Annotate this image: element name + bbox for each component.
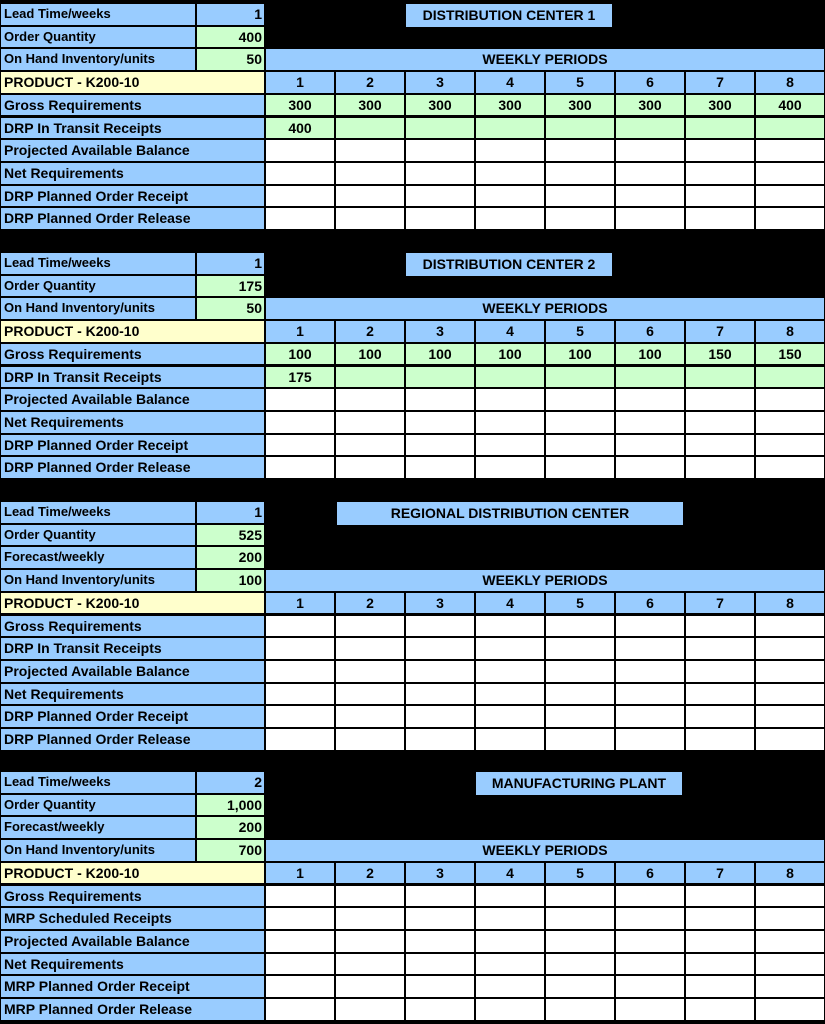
grid-cell[interactable] — [685, 728, 755, 751]
period-number: 4 — [475, 862, 545, 885]
param-value[interactable]: 200 — [196, 816, 265, 839]
grid-cell[interactable] — [335, 975, 405, 998]
grid-cell[interactable] — [685, 434, 755, 457]
grid-cell[interactable] — [405, 728, 475, 751]
period-number: 6 — [615, 592, 685, 615]
grid-cell[interactable] — [755, 366, 825, 389]
grid-cell[interactable] — [545, 975, 615, 998]
product-label: PRODUCT - K200-10 — [0, 320, 265, 343]
period-number: 8 — [755, 592, 825, 615]
grid-cell[interactable] — [405, 660, 475, 683]
grid-cell[interactable] — [615, 388, 685, 411]
grid-cell[interactable] — [335, 930, 405, 953]
grid-cell[interactable] — [265, 456, 335, 479]
row-label: Gross Requirements — [0, 94, 265, 117]
param-value[interactable]: 1 — [196, 252, 265, 275]
row-label: Gross Requirements — [0, 885, 265, 908]
grid-cell[interactable] — [545, 885, 615, 908]
grid-cell[interactable] — [405, 683, 475, 706]
grid-cell[interactable] — [265, 930, 335, 953]
row-label: MRP Planned Order Release — [0, 998, 265, 1021]
row-label: DRP In Transit Receipts — [0, 366, 265, 389]
grid-cell[interactable]: 400 — [265, 117, 335, 140]
grid-cell[interactable] — [615, 207, 685, 230]
grid-cell[interactable]: 400 — [755, 94, 825, 117]
period-number: 6 — [615, 862, 685, 885]
grid-cell[interactable]: 150 — [685, 343, 755, 366]
grid-cell[interactable] — [265, 728, 335, 751]
grid-cell[interactable]: 100 — [335, 343, 405, 366]
grid-cell[interactable]: 100 — [475, 343, 545, 366]
grid-cell[interactable] — [755, 615, 825, 638]
row-label: DRP In Transit Receipts — [0, 117, 265, 140]
grid-cell[interactable] — [265, 411, 335, 434]
grid-cell[interactable] — [265, 660, 335, 683]
section-title: DISTRIBUTION CENTER 1 — [405, 3, 613, 28]
period-number: 1 — [265, 320, 335, 343]
param-label: Order Quantity — [0, 524, 196, 547]
grid-cell[interactable] — [755, 117, 825, 140]
period-number: 4 — [475, 592, 545, 615]
product-label: PRODUCT - K200-10 — [0, 71, 265, 94]
grid-cell[interactable] — [615, 185, 685, 208]
grid-cell[interactable] — [685, 683, 755, 706]
grid-cell[interactable] — [615, 975, 685, 998]
row-label: MRP Planned Order Receipt — [0, 975, 265, 998]
grid-cell[interactable] — [405, 411, 475, 434]
grid-cell[interactable] — [335, 456, 405, 479]
grid-cell[interactable] — [475, 953, 545, 976]
period-number: 5 — [545, 320, 615, 343]
grid-cell[interactable] — [475, 975, 545, 998]
period-number: 7 — [685, 862, 755, 885]
grid-cell[interactable] — [545, 411, 615, 434]
grid-cell[interactable] — [475, 139, 545, 162]
grid-cell[interactable] — [265, 207, 335, 230]
grid-cell[interactable] — [615, 117, 685, 140]
grid-cell[interactable]: 300 — [615, 94, 685, 117]
grid-cell[interactable] — [685, 975, 755, 998]
period-number: 3 — [405, 862, 475, 885]
grid-cell[interactable] — [405, 907, 475, 930]
param-value[interactable]: 400 — [196, 26, 265, 49]
grid-cell[interactable] — [615, 434, 685, 457]
param-value[interactable]: 1 — [196, 501, 265, 524]
grid-cell[interactable] — [545, 139, 615, 162]
grid-cell[interactable]: 150 — [755, 343, 825, 366]
param-value[interactable]: 200 — [196, 546, 265, 569]
grid-cell[interactable] — [265, 615, 335, 638]
param-label: Lead Time/weeks — [0, 501, 196, 524]
grid-cell[interactable]: 300 — [475, 94, 545, 117]
product-label: PRODUCT - K200-10 — [0, 592, 265, 615]
grid-cell[interactable] — [545, 907, 615, 930]
param-value[interactable]: 175 — [196, 275, 265, 298]
grid-cell[interactable] — [405, 885, 475, 908]
grid-cell[interactable] — [405, 975, 475, 998]
row-label: Projected Available Balance — [0, 388, 265, 411]
grid-cell[interactable] — [755, 162, 825, 185]
grid-cell[interactable] — [335, 207, 405, 230]
grid-cell[interactable] — [685, 705, 755, 728]
grid-cell[interactable] — [685, 907, 755, 930]
row-label: DRP Planned Order Release — [0, 456, 265, 479]
param-label: Forecast/weekly — [0, 816, 196, 839]
grid-cell[interactable] — [265, 907, 335, 930]
grid-cell[interactable]: 300 — [335, 94, 405, 117]
weekly-periods-header: WEEKLY PERIODS — [265, 297, 825, 320]
grid-cell[interactable] — [685, 998, 755, 1021]
period-number: 3 — [405, 592, 475, 615]
grid-cell[interactable] — [405, 953, 475, 976]
grid-cell[interactable] — [335, 139, 405, 162]
period-number: 6 — [615, 320, 685, 343]
period-number: 2 — [335, 320, 405, 343]
grid-cell[interactable] — [685, 930, 755, 953]
param-label: Order Quantity — [0, 275, 196, 298]
grid-cell[interactable] — [615, 615, 685, 638]
row-label: Gross Requirements — [0, 615, 265, 638]
row-label: DRP In Transit Receipts — [0, 637, 265, 660]
row-label: Projected Available Balance — [0, 660, 265, 683]
grid-cell[interactable] — [405, 366, 475, 389]
grid-cell[interactable] — [545, 953, 615, 976]
period-number: 5 — [545, 592, 615, 615]
grid-cell[interactable] — [615, 885, 685, 908]
grid-cell[interactable] — [615, 411, 685, 434]
grid-cell[interactable] — [335, 705, 405, 728]
grid-cell[interactable] — [265, 388, 335, 411]
grid-cell[interactable] — [405, 434, 475, 457]
grid-cell[interactable] — [685, 139, 755, 162]
grid-cell[interactable] — [545, 660, 615, 683]
grid-cell[interactable] — [475, 615, 545, 638]
period-number: 5 — [545, 862, 615, 885]
grid-cell[interactable] — [475, 388, 545, 411]
row-label: Net Requirements — [0, 683, 265, 706]
grid-cell[interactable] — [405, 705, 475, 728]
grid-cell[interactable] — [755, 907, 825, 930]
grid-cell[interactable] — [755, 705, 825, 728]
grid-cell[interactable] — [685, 207, 755, 230]
row-label: DRP Planned Order Release — [0, 728, 265, 751]
grid-cell[interactable] — [475, 705, 545, 728]
period-number: 7 — [685, 592, 755, 615]
grid-cell[interactable] — [615, 637, 685, 660]
grid-cell[interactable] — [405, 117, 475, 140]
row-label: MRP Scheduled Receipts — [0, 907, 265, 930]
param-value[interactable]: 50 — [196, 297, 265, 320]
grid-cell[interactable] — [475, 998, 545, 1021]
grid-cell[interactable] — [615, 953, 685, 976]
row-label: Net Requirements — [0, 411, 265, 434]
grid-cell[interactable] — [475, 637, 545, 660]
grid-cell[interactable] — [685, 117, 755, 140]
weekly-periods-header: WEEKLY PERIODS — [265, 839, 825, 862]
grid-cell[interactable] — [335, 998, 405, 1021]
grid-cell[interactable] — [335, 366, 405, 389]
period-number: 6 — [615, 71, 685, 94]
grid-cell[interactable] — [615, 162, 685, 185]
grid-cell[interactable] — [475, 456, 545, 479]
param-label: Forecast/weekly — [0, 546, 196, 569]
period-number: 8 — [755, 862, 825, 885]
row-label: Projected Available Balance — [0, 930, 265, 953]
grid-cell[interactable]: 300 — [545, 94, 615, 117]
grid-cell[interactable] — [265, 953, 335, 976]
grid-cell[interactable]: 100 — [265, 343, 335, 366]
grid-cell[interactable] — [755, 139, 825, 162]
param-label: Lead Time/weeks — [0, 252, 196, 275]
grid-cell[interactable] — [405, 637, 475, 660]
grid-cell[interactable] — [265, 434, 335, 457]
grid-cell[interactable] — [545, 207, 615, 230]
grid-cell[interactable] — [615, 366, 685, 389]
grid-cell[interactable] — [755, 388, 825, 411]
period-number: 2 — [335, 592, 405, 615]
grid-cell[interactable] — [755, 885, 825, 908]
grid-cell[interactable] — [405, 615, 475, 638]
param-value[interactable]: 525 — [196, 524, 265, 547]
period-number: 4 — [475, 320, 545, 343]
grid-cell[interactable] — [685, 162, 755, 185]
grid-cell[interactable] — [615, 705, 685, 728]
row-label: DRP Planned Order Release — [0, 207, 265, 230]
grid-cell[interactable] — [615, 728, 685, 751]
grid-cell[interactable]: 175 — [265, 366, 335, 389]
param-value[interactable]: 50 — [196, 48, 265, 71]
grid-cell[interactable] — [265, 975, 335, 998]
section-title: DISTRIBUTION CENTER 2 — [405, 252, 613, 277]
param-label: Order Quantity — [0, 794, 196, 817]
param-label: On Hand Inventory/units — [0, 297, 196, 320]
period-number: 1 — [265, 71, 335, 94]
period-number: 5 — [545, 71, 615, 94]
grid-cell[interactable] — [335, 615, 405, 638]
period-number: 8 — [755, 71, 825, 94]
grid-cell[interactable] — [405, 998, 475, 1021]
grid-cell[interactable] — [475, 366, 545, 389]
grid-cell[interactable] — [405, 456, 475, 479]
grid-cell[interactable] — [545, 185, 615, 208]
grid-cell[interactable] — [335, 637, 405, 660]
grid-cell[interactable]: 100 — [615, 343, 685, 366]
grid-cell[interactable] — [405, 162, 475, 185]
section-title: REGIONAL DISTRIBUTION CENTER — [336, 501, 684, 526]
grid-cell[interactable] — [335, 728, 405, 751]
grid-cell[interactable]: 100 — [405, 343, 475, 366]
grid-cell[interactable] — [335, 885, 405, 908]
param-value[interactable]: 1 — [196, 3, 265, 26]
period-number: 3 — [405, 320, 475, 343]
grid-cell[interactable] — [685, 388, 755, 411]
grid-cell[interactable] — [405, 139, 475, 162]
grid-cell[interactable] — [545, 456, 615, 479]
grid-cell[interactable] — [685, 615, 755, 638]
weekly-periods-header: WEEKLY PERIODS — [265, 48, 825, 71]
period-number: 1 — [265, 862, 335, 885]
param-label: Lead Time/weeks — [0, 3, 196, 26]
grid-cell[interactable] — [475, 683, 545, 706]
grid-cell[interactable] — [685, 366, 755, 389]
param-value[interactable]: 700 — [196, 839, 265, 862]
grid-cell[interactable] — [615, 456, 685, 479]
grid-cell[interactable] — [335, 907, 405, 930]
grid-cell[interactable] — [755, 975, 825, 998]
grid-cell[interactable] — [755, 411, 825, 434]
grid-cell[interactable] — [475, 660, 545, 683]
grid-cell[interactable] — [335, 117, 405, 140]
period-number: 4 — [475, 71, 545, 94]
grid-cell[interactable] — [685, 456, 755, 479]
grid-cell[interactable] — [265, 998, 335, 1021]
weekly-periods-header: WEEKLY PERIODS — [265, 569, 825, 592]
grid-cell[interactable] — [545, 162, 615, 185]
grid-cell[interactable] — [335, 434, 405, 457]
grid-cell[interactable]: 300 — [685, 94, 755, 117]
grid-cell[interactable] — [545, 705, 615, 728]
grid-cell[interactable]: 100 — [545, 343, 615, 366]
grid-cell[interactable] — [265, 139, 335, 162]
grid-cell[interactable] — [615, 998, 685, 1021]
grid-cell[interactable] — [615, 907, 685, 930]
grid-cell[interactable] — [615, 660, 685, 683]
row-label: DRP Planned Order Receipt — [0, 705, 265, 728]
grid-cell[interactable] — [755, 434, 825, 457]
grid-cell[interactable] — [755, 728, 825, 751]
grid-cell[interactable] — [685, 185, 755, 208]
grid-cell[interactable] — [545, 683, 615, 706]
period-number: 7 — [685, 71, 755, 94]
row-label: Projected Available Balance — [0, 139, 265, 162]
grid-cell[interactable] — [545, 728, 615, 751]
row-label: Gross Requirements — [0, 343, 265, 366]
period-number: 3 — [405, 71, 475, 94]
grid-cell[interactable] — [475, 907, 545, 930]
period-number: 1 — [265, 592, 335, 615]
grid-cell[interactable] — [685, 885, 755, 908]
grid-cell[interactable] — [475, 207, 545, 230]
grid-cell[interactable] — [475, 728, 545, 751]
param-label: Lead Time/weeks — [0, 771, 196, 794]
grid-cell[interactable] — [265, 637, 335, 660]
grid-cell[interactable] — [265, 185, 335, 208]
grid-cell[interactable] — [475, 930, 545, 953]
grid-cell[interactable] — [475, 411, 545, 434]
grid-cell[interactable] — [755, 637, 825, 660]
grid-cell[interactable] — [685, 953, 755, 976]
row-label: Net Requirements — [0, 953, 265, 976]
grid-cell[interactable] — [335, 953, 405, 976]
grid-cell[interactable] — [615, 139, 685, 162]
grid-cell[interactable] — [475, 885, 545, 908]
grid-cell[interactable] — [755, 660, 825, 683]
grid-cell[interactable] — [545, 388, 615, 411]
param-label: On Hand Inventory/units — [0, 569, 196, 592]
row-label: DRP Planned Order Receipt — [0, 434, 265, 457]
grid-cell[interactable] — [335, 162, 405, 185]
grid-cell[interactable] — [755, 930, 825, 953]
grid-cell[interactable] — [335, 660, 405, 683]
grid-cell[interactable] — [335, 411, 405, 434]
grid-cell[interactable] — [475, 162, 545, 185]
grid-cell[interactable] — [475, 185, 545, 208]
param-value[interactable]: 2 — [196, 771, 265, 794]
grid-cell[interactable] — [755, 998, 825, 1021]
param-label: On Hand Inventory/units — [0, 48, 196, 71]
section-title: MANUFACTURING PLANT — [475, 771, 683, 796]
grid-cell[interactable] — [545, 117, 615, 140]
param-value[interactable]: 100 — [196, 569, 265, 592]
grid-cell[interactable] — [545, 434, 615, 457]
grid-cell[interactable] — [755, 185, 825, 208]
grid-cell[interactable] — [405, 930, 475, 953]
grid-cell[interactable] — [615, 683, 685, 706]
period-number: 2 — [335, 71, 405, 94]
param-value[interactable]: 1,000 — [196, 794, 265, 817]
grid-cell[interactable] — [755, 953, 825, 976]
grid-cell[interactable] — [405, 388, 475, 411]
grid-cell[interactable] — [335, 388, 405, 411]
grid-cell[interactable] — [335, 683, 405, 706]
grid-cell[interactable] — [545, 930, 615, 953]
grid-cell[interactable] — [685, 411, 755, 434]
grid-cell[interactable] — [685, 660, 755, 683]
grid-cell[interactable] — [545, 637, 615, 660]
param-label: Order Quantity — [0, 26, 196, 49]
grid-cell[interactable] — [265, 885, 335, 908]
grid-cell[interactable]: 300 — [405, 94, 475, 117]
period-number: 7 — [685, 320, 755, 343]
grid-cell[interactable] — [685, 637, 755, 660]
grid-cell[interactable] — [335, 185, 405, 208]
grid-cell[interactable] — [755, 683, 825, 706]
grid-cell[interactable] — [755, 207, 825, 230]
grid-cell[interactable] — [545, 366, 615, 389]
grid-cell[interactable] — [545, 615, 615, 638]
grid-cell[interactable] — [475, 117, 545, 140]
grid-cell[interactable] — [615, 930, 685, 953]
param-label: On Hand Inventory/units — [0, 839, 196, 862]
grid-cell[interactable] — [755, 456, 825, 479]
grid-cell[interactable] — [265, 162, 335, 185]
grid-cell[interactable] — [265, 683, 335, 706]
grid-cell[interactable] — [405, 207, 475, 230]
period-number: 2 — [335, 862, 405, 885]
period-number: 8 — [755, 320, 825, 343]
row-label: Net Requirements — [0, 162, 265, 185]
grid-cell[interactable] — [405, 185, 475, 208]
grid-cell[interactable]: 300 — [265, 94, 335, 117]
row-label: DRP Planned Order Receipt — [0, 185, 265, 208]
grid-cell[interactable] — [475, 434, 545, 457]
grid-cell[interactable] — [545, 998, 615, 1021]
grid-cell[interactable] — [265, 705, 335, 728]
product-label: PRODUCT - K200-10 — [0, 862, 265, 885]
